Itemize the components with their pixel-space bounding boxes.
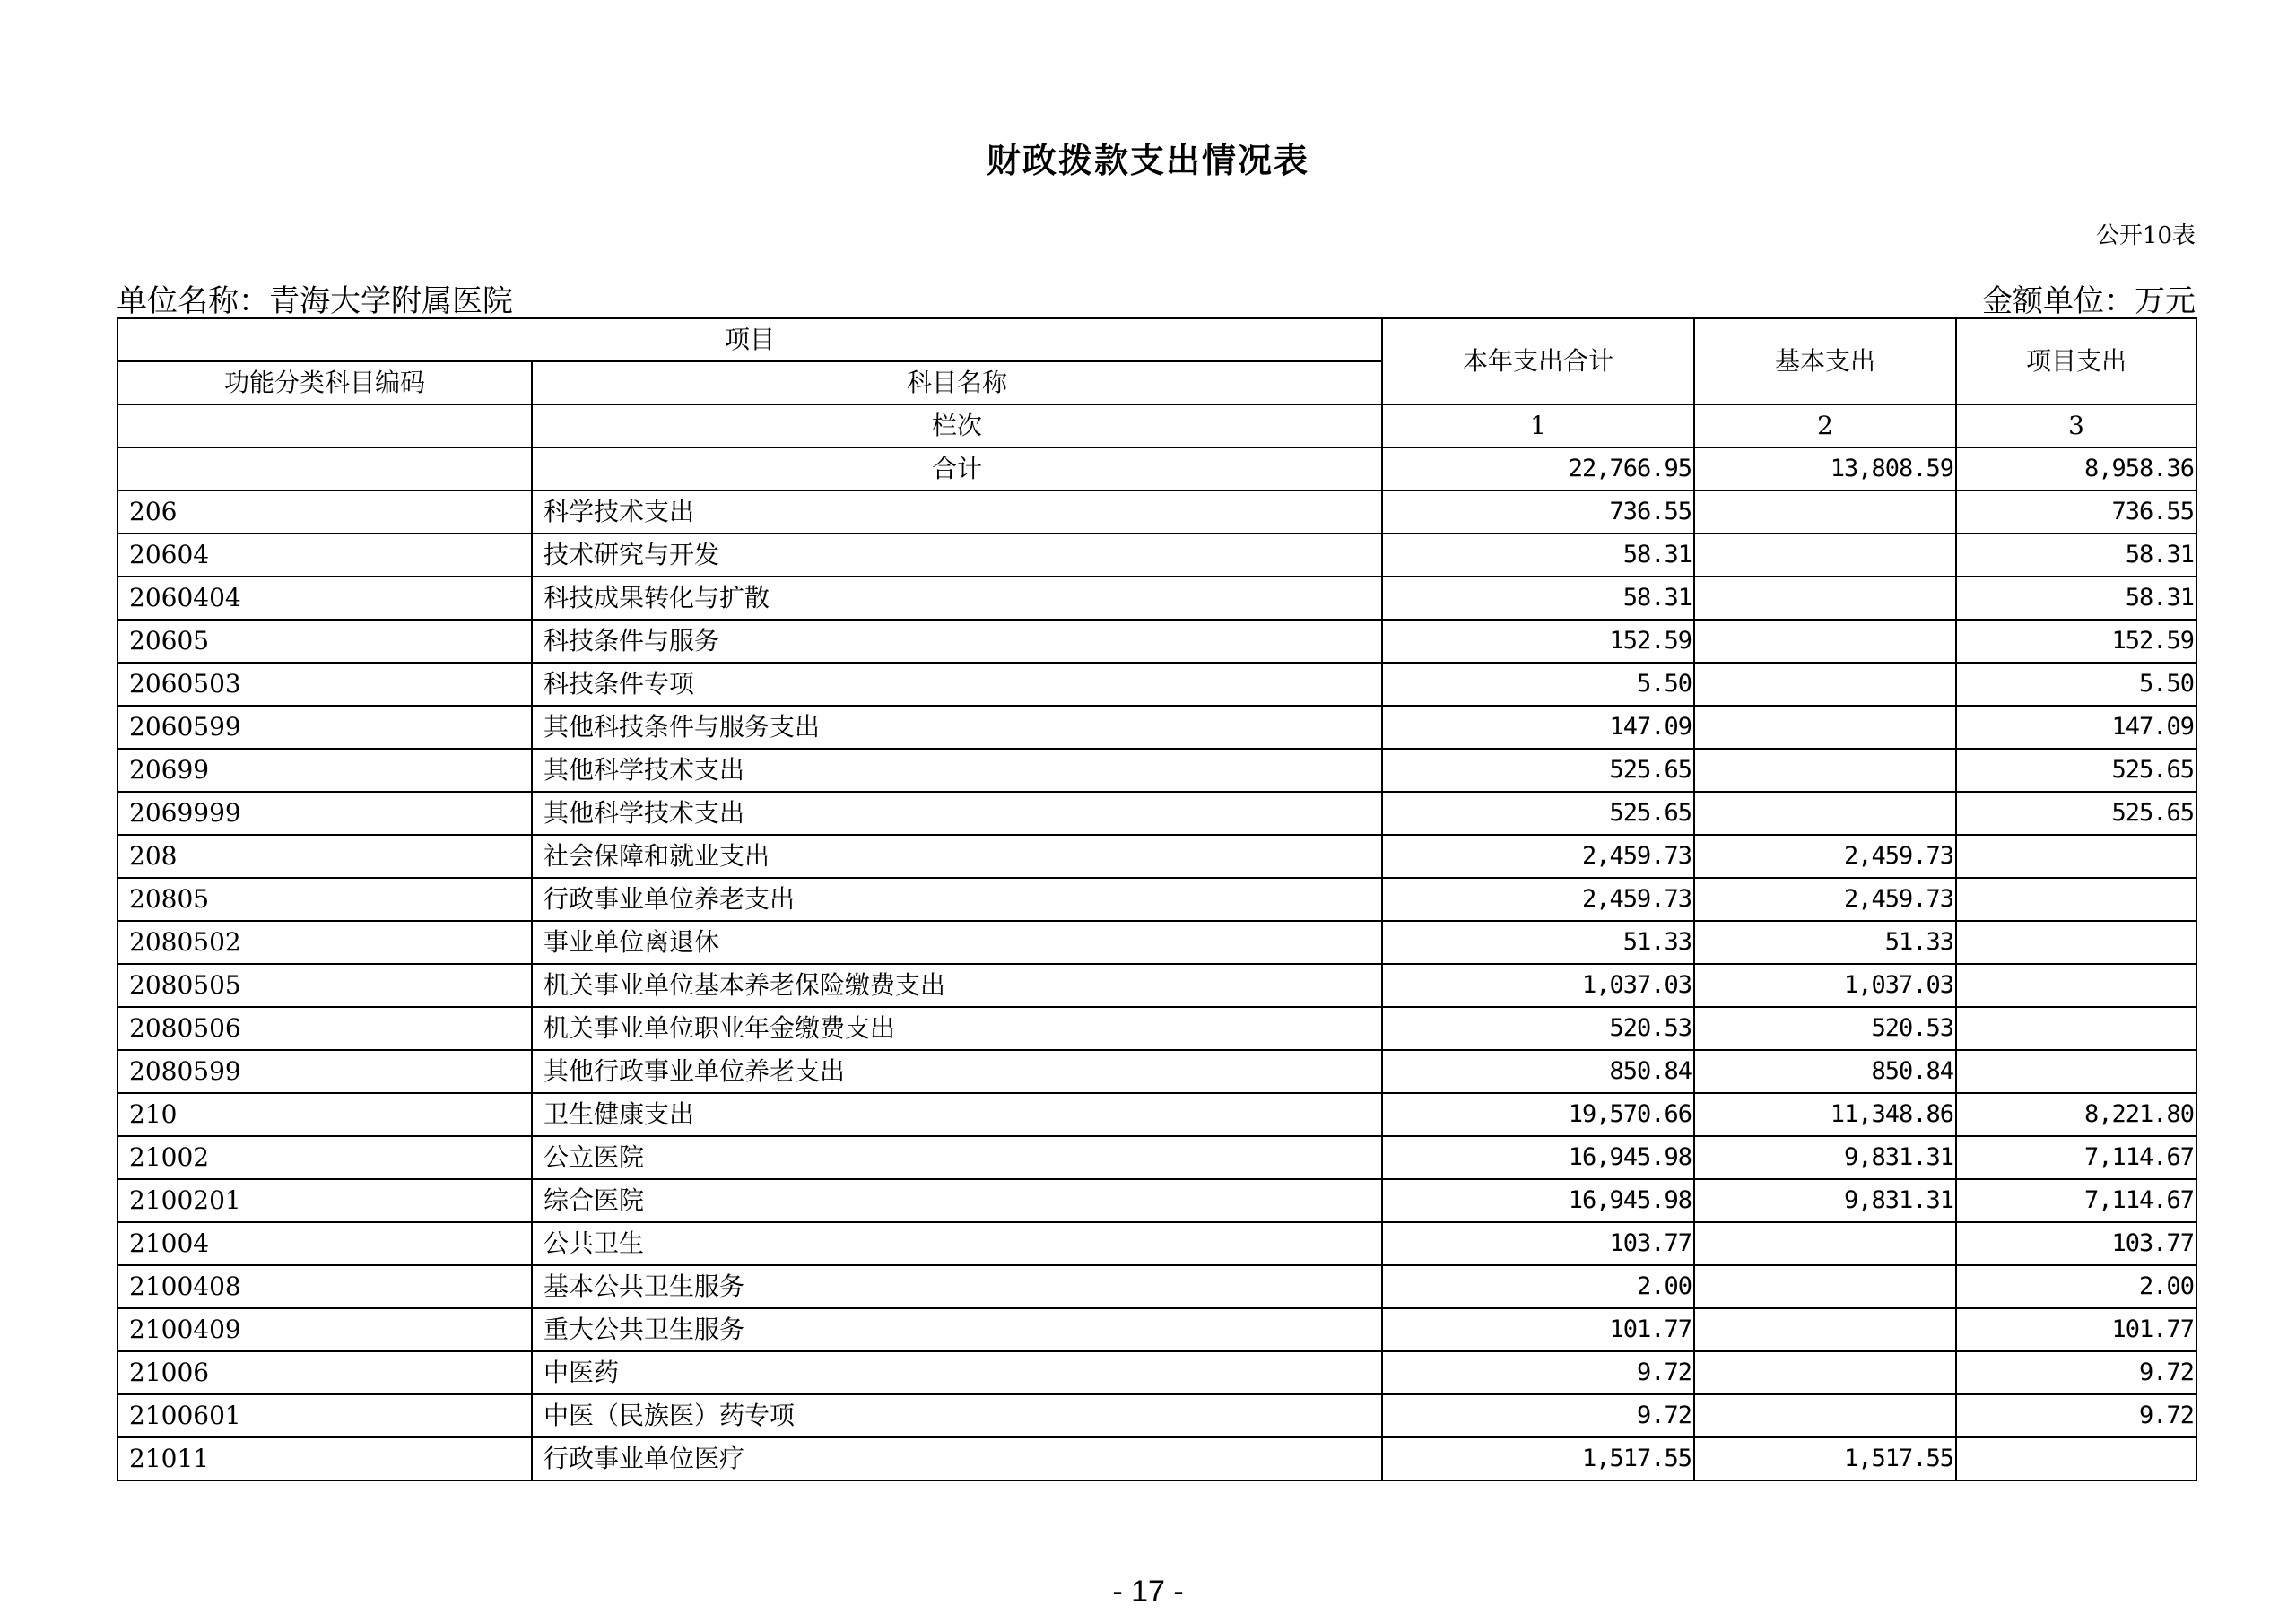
row-total: 147.09 [1382, 706, 1694, 749]
row-code: 21006 [117, 1351, 532, 1394]
table-row [117, 1394, 2196, 1437]
header-basic: 基本支出 [1694, 318, 1956, 404]
amount-unit: 金额单位：万元 [1982, 283, 2196, 319]
table-row [117, 964, 2196, 1007]
total-row-empty [117, 447, 532, 490]
row-basic [1694, 1394, 1956, 1437]
row-subject-name: 公立医院 [532, 1136, 1382, 1179]
row-project: 7,114.67 [1956, 1179, 2196, 1222]
row-total: 9.72 [1382, 1394, 1694, 1437]
row-project [1956, 1007, 2196, 1050]
row-subject-name: 事业单位离退休 [532, 921, 1382, 964]
row-code: 208 [117, 835, 532, 878]
table-row [117, 534, 2196, 577]
row-subject-name: 科技条件与服务 [532, 620, 1382, 663]
row-subject-name: 基本公共卫生服务 [532, 1265, 1382, 1308]
row-code: 21002 [117, 1136, 532, 1179]
row-project: 8,221.80 [1956, 1093, 2196, 1136]
row-basic: 11,348.86 [1694, 1093, 1956, 1136]
total-row [117, 447, 2196, 490]
unit-name: 单位名称：青海大学附属医院 [117, 283, 513, 319]
row-subject-name: 机关事业单位基本养老保险缴费支出 [532, 964, 1382, 1007]
total-row-total: 22,766.95 [1382, 447, 1694, 490]
row-project: 147.09 [1956, 706, 2196, 749]
row-total: 19,570.66 [1382, 1093, 1694, 1136]
row-subject-name: 行政事业单位养老支出 [532, 878, 1382, 921]
column-index-row [117, 404, 2196, 447]
column-index-empty [117, 404, 532, 447]
row-subject-name: 技术研究与开发 [532, 534, 1382, 577]
row-subject-name: 公共卫生 [532, 1222, 1382, 1265]
row-project: 9.72 [1956, 1351, 2196, 1394]
table-row [117, 1351, 2196, 1394]
row-basic [1694, 792, 1956, 835]
row-code: 20604 [117, 534, 532, 577]
header-subject: 科目名称 [532, 361, 1382, 404]
row-basic [1694, 749, 1956, 792]
table-row [117, 1007, 2196, 1050]
row-total: 58.31 [1382, 534, 1694, 577]
expenditure-table [117, 317, 2197, 1481]
row-code: 2080502 [117, 921, 532, 964]
row-total: 101.77 [1382, 1308, 1694, 1351]
row-project: 58.31 [1956, 577, 2196, 620]
row-project [1956, 1050, 2196, 1093]
row-basic [1694, 577, 1956, 620]
table-row [117, 1222, 2196, 1265]
row-project: 7,114.67 [1956, 1136, 2196, 1179]
table-row [117, 1179, 2196, 1222]
row-total: 51.33 [1382, 921, 1694, 964]
table-row [117, 490, 2196, 534]
row-subject-name: 综合医院 [532, 1179, 1382, 1222]
column-index-2: 2 [1694, 404, 1956, 447]
table-row [117, 1050, 2196, 1093]
row-project [1956, 921, 2196, 964]
row-subject-name: 社会保障和就业支出 [532, 835, 1382, 878]
row-project: 2.00 [1956, 1265, 2196, 1308]
row-code: 20699 [117, 749, 532, 792]
row-total: 2.00 [1382, 1265, 1694, 1308]
row-project [1956, 835, 2196, 878]
form-number: 公开10表 [2095, 222, 2196, 249]
row-code: 20805 [117, 878, 532, 921]
row-total: 5.50 [1382, 663, 1694, 706]
row-basic [1694, 663, 1956, 706]
table-row [117, 1308, 2196, 1351]
total-row-label: 合计 [532, 447, 1382, 490]
row-code: 21011 [117, 1437, 532, 1480]
row-code: 2080599 [117, 1050, 532, 1093]
row-code: 21004 [117, 1222, 532, 1265]
table-row [117, 1265, 2196, 1308]
row-basic: 9,831.31 [1694, 1179, 1956, 1222]
row-total: 850.84 [1382, 1050, 1694, 1093]
table-row [117, 921, 2196, 964]
row-total: 2,459.73 [1382, 835, 1694, 878]
row-code: 206 [117, 490, 532, 534]
row-project [1956, 964, 2196, 1007]
header-project: 项目支出 [1956, 318, 2196, 404]
row-code: 2060599 [117, 706, 532, 749]
row-basic [1694, 534, 1956, 577]
row-code: 2100408 [117, 1265, 532, 1308]
column-index-label: 栏次 [532, 404, 1382, 447]
row-subject-name: 其他科学技术支出 [532, 792, 1382, 835]
header-row-1 [117, 318, 2196, 361]
row-project: 736.55 [1956, 490, 2196, 534]
page-title: 财政拨款支出情况表 [986, 140, 1309, 180]
row-total: 16,945.98 [1382, 1136, 1694, 1179]
row-total: 58.31 [1382, 577, 1694, 620]
table-row [117, 749, 2196, 792]
row-total: 9.72 [1382, 1351, 1694, 1394]
table-row [117, 577, 2196, 620]
row-code: 2080505 [117, 964, 532, 1007]
row-basic: 520.53 [1694, 1007, 1956, 1050]
row-code: 2100409 [117, 1308, 532, 1351]
row-project: 525.65 [1956, 749, 2196, 792]
row-basic: 9,831.31 [1694, 1136, 1956, 1179]
column-index-3: 3 [1956, 404, 2196, 447]
table-row [117, 792, 2196, 835]
row-code: 20605 [117, 620, 532, 663]
row-total: 16,945.98 [1382, 1179, 1694, 1222]
row-total: 1,037.03 [1382, 964, 1694, 1007]
row-code: 2080506 [117, 1007, 532, 1050]
row-basic: 2,459.73 [1694, 878, 1956, 921]
row-basic: 1,517.55 [1694, 1437, 1956, 1480]
page-number: - 17 - [1112, 1575, 1184, 1609]
row-total: 525.65 [1382, 749, 1694, 792]
row-basic: 51.33 [1694, 921, 1956, 964]
header-code: 功能分类科目编码 [117, 361, 532, 404]
row-subject-name: 中医药 [532, 1351, 1382, 1394]
table-row [117, 1437, 2196, 1480]
row-subject-name: 其他科技条件与服务支出 [532, 706, 1382, 749]
table-row [117, 1136, 2196, 1179]
column-index-1: 1 [1382, 404, 1694, 447]
row-basic: 1,037.03 [1694, 964, 1956, 1007]
table-row [117, 706, 2196, 749]
row-subject-name: 科技条件专项 [532, 663, 1382, 706]
total-row-project: 8,958.36 [1956, 447, 2196, 490]
header-item: 项目 [117, 318, 1382, 361]
row-code: 2060503 [117, 663, 532, 706]
row-project [1956, 1437, 2196, 1480]
row-code: 2100601 [117, 1394, 532, 1437]
row-total: 1,517.55 [1382, 1437, 1694, 1480]
row-total: 152.59 [1382, 620, 1694, 663]
row-subject-name: 卫生健康支出 [532, 1093, 1382, 1136]
table-row [117, 620, 2196, 663]
row-project: 103.77 [1956, 1222, 2196, 1265]
row-total: 103.77 [1382, 1222, 1694, 1265]
row-code: 210 [117, 1093, 532, 1136]
row-project: 152.59 [1956, 620, 2196, 663]
table-row [117, 878, 2196, 921]
row-project: 525.65 [1956, 792, 2196, 835]
row-subject-name: 其他科学技术支出 [532, 749, 1382, 792]
total-row-basic: 13,808.59 [1694, 447, 1956, 490]
row-basic [1694, 490, 1956, 534]
row-subject-name: 行政事业单位医疗 [532, 1437, 1382, 1480]
row-project: 9.72 [1956, 1394, 2196, 1437]
row-basic [1694, 1351, 1956, 1394]
row-subject-name: 其他行政事业单位养老支出 [532, 1050, 1382, 1093]
table-row [117, 835, 2196, 878]
row-subject-name: 机关事业单位职业年金缴费支出 [532, 1007, 1382, 1050]
row-project [1956, 878, 2196, 921]
row-subject-name: 重大公共卫生服务 [532, 1308, 1382, 1351]
row-code: 2100201 [117, 1179, 532, 1222]
row-total: 520.53 [1382, 1007, 1694, 1050]
row-total: 525.65 [1382, 792, 1694, 835]
row-subject-name: 科学技术支出 [532, 490, 1382, 534]
row-subject-name: 中医（民族医）药专项 [532, 1394, 1382, 1437]
header-total: 本年支出合计 [1382, 318, 1694, 404]
row-total: 2,459.73 [1382, 878, 1694, 921]
row-basic [1694, 1222, 1956, 1265]
row-basic [1694, 620, 1956, 663]
row-basic [1694, 1308, 1956, 1351]
row-project: 58.31 [1956, 534, 2196, 577]
row-project: 101.77 [1956, 1308, 2196, 1351]
table-row [117, 1093, 2196, 1136]
row-basic: 850.84 [1694, 1050, 1956, 1093]
row-total: 736.55 [1382, 490, 1694, 534]
row-basic: 2,459.73 [1694, 835, 1956, 878]
row-basic [1694, 706, 1956, 749]
row-code: 2060404 [117, 577, 532, 620]
row-basic [1694, 1265, 1956, 1308]
row-code: 2069999 [117, 792, 532, 835]
table-row [117, 663, 2196, 706]
row-project: 5.50 [1956, 663, 2196, 706]
row-subject-name: 科技成果转化与扩散 [532, 577, 1382, 620]
